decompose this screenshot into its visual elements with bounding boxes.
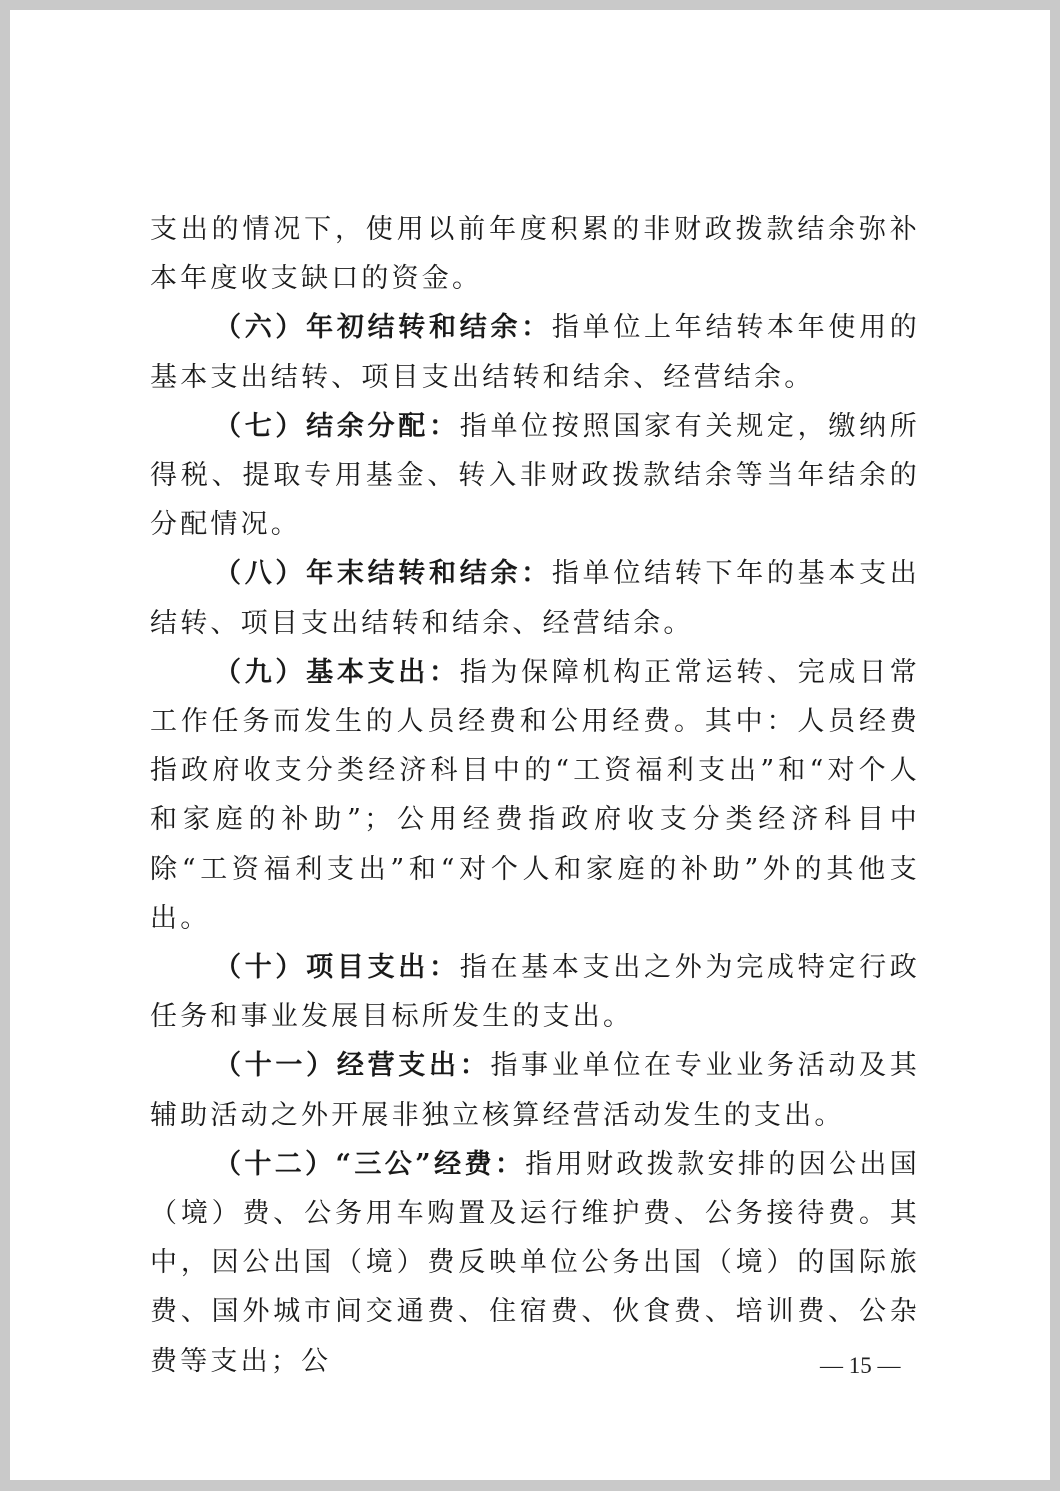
term-label: （十二）“三公”经费：: [214, 1148, 526, 1180]
term-label: （七）结余分配：: [214, 410, 460, 442]
paragraph-continuation: [150, 205, 920, 303]
document-page: [10, 10, 1050, 1480]
page-number: — 15 —: [820, 1353, 901, 1378]
paragraph-surplus-distribution: [150, 402, 920, 550]
term-label: （十一）经营支出：: [214, 1050, 491, 1082]
term-label: （九）基本支出：: [214, 656, 460, 688]
paragraph-operating-expenditure: [150, 1041, 920, 1139]
paragraph-annual-beginning-carryover: [150, 303, 920, 401]
paragraph-text: 支出的情况下，使用以前年度积累的非财政拨款结余弥补本年度收支缺口的资金。: [150, 214, 920, 295]
paragraph-text: 指单位按照国家有关规定，缴纳所得税、提取专用基金、转入非财政拨款结余等当年结余的分配情况。: [150, 410, 920, 541]
paragraph-text: 指单位结转下年的基本支出结转、项目支出结转和结余、经营结余。: [150, 558, 921, 639]
paragraph-project-expenditure: [150, 943, 920, 1041]
paragraph-text: 指单位上年结转本年使用的基本支出结转、项目支出结转和结余、经营结余。: [150, 312, 921, 393]
term-label: （六）年初结转和结余：: [214, 312, 552, 344]
term-label: （八）年末结转和结余：: [214, 558, 552, 590]
paragraph-three-public-expenses: [150, 1140, 920, 1386]
paragraph-text: 指事业单位在专业业务活动及其辅助活动之外开展非独立核算经营活动发生的支出。: [150, 1050, 920, 1131]
paragraph-basic-expenditure: [150, 648, 920, 943]
body-text: [150, 205, 920, 1386]
paragraph-text: 指为保障机构正常运转、完成日常工作任务而发生的人员经费和公用经费。其中：人员经费指政府收支分类经济科目中的“工资福利支出”和“对个人和家庭的补助”；公用经费指政府收支分类经济科目中除“工资福利支出”和“对个人和家庭的补助”外的其他支出。: [150, 656, 920, 934]
paragraph-year-end-carryover: [150, 549, 920, 647]
paragraph-text: 指在基本支出之外为完成特定行政任务和事业发展目标所发生的支出。: [150, 952, 920, 1033]
term-label: （十）项目支出：: [214, 952, 460, 984]
paragraph-text: 指用财政拨款安排的因公出国（境）费、公务用车购置及运行维护费、公务接待费。其中，因公出国（境）费反映单位公务出国（境）的国际旅费、国外城市间交通费、住宿费、伙食费、培训费、公杂费等支出；公: [150, 1148, 920, 1377]
